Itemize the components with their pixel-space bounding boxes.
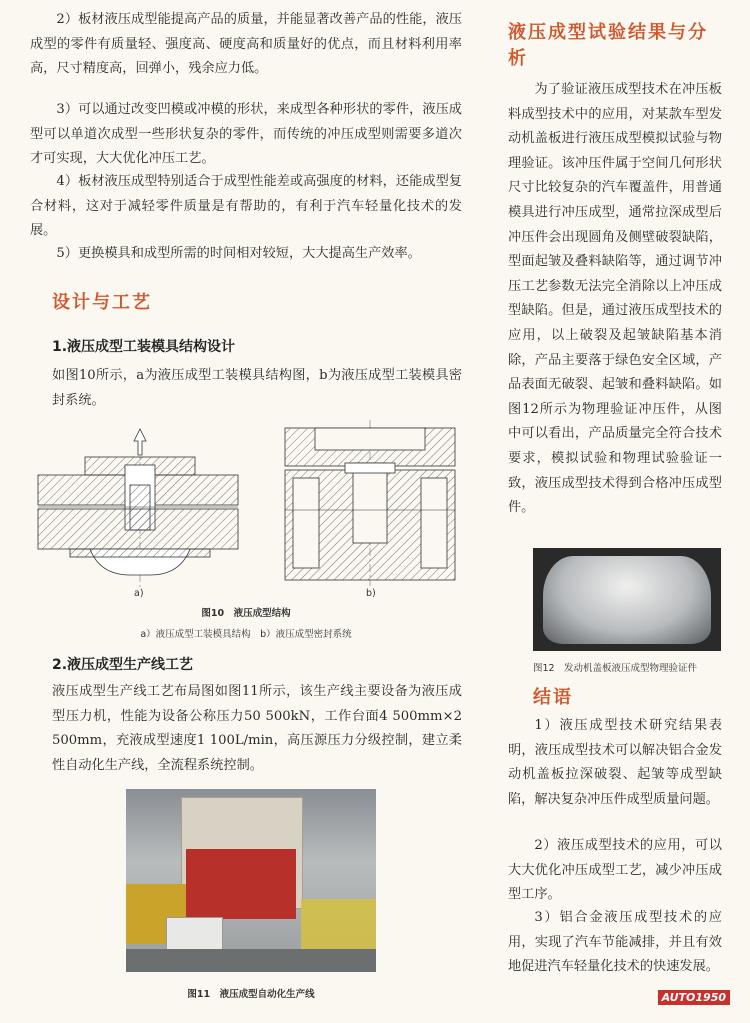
para-3: 3）可以通过改变凹模或冲模的形状，来成型各种形状的零件，液压成型可以单道次成型一些形状复杂的零件，而传统的冲压成型则需要多道次才可实现，大大优化冲压工艺。 xyxy=(30,102,462,167)
mold-structure-diagram xyxy=(30,425,250,595)
fig12-caption: 图12 发动机盖板液压成型物理验证件 xyxy=(532,663,698,674)
subsection-1-text: 如图10所示，a为液压成型工装模具结构图，b为液压成型工装模具密封系统。 xyxy=(52,368,462,408)
section-title-design: 设计与工艺 xyxy=(52,292,152,313)
fig10-label-b: b) xyxy=(366,588,376,599)
section-title-results: 液压成型试验结果与分析 xyxy=(508,22,708,69)
auto1950-logo: AUTO1950 xyxy=(658,990,730,1005)
subsection-1-title: 1.液压成型工装模具结构设计 xyxy=(52,339,236,355)
subsection-2-text: 液压成型生产线工艺布局图如图11所示，该生产线主要设备为液压成型压力机，性能为设备公称压力50 500kN，工作台面4 500mm×2 500mm，充液成型速度1 100L/min，高压源压力分级控制，建立柔性自动化生产线，全流程系统控制。 xyxy=(52,684,462,773)
results-text: 为了验证液压成型技术在冲压板料成型技术中的应用，对某款车型发动机盖板进行液压成型模拟试验与物理验证。该冲压件属于空间几何形状尺寸比较复杂的汽车覆盖件，用普通模具进行冲压成型，通常拉深成型后冲压件会出现圆角及侧壁破裂缺陷，型面起皱及叠料缺陷等，通过调节冲压工艺参数无法完全消除以上冲压成型缺陷。但是，通过液压成型技术的应用，以上破裂及起皱缺陷基本消除，产品主要落于绿色安全区域，产品表面无破裂、起皱和叠料缺陷。如图12所示为物理验证冲压件，从图中可以看出，产品质量完全符合技术要求，模拟试验和物理试验验证一致，液压成型技术得到合格冲压成型件。 xyxy=(508,82,722,516)
para-4: 4）板材液压成型特别适合于成型性能差或高强度的材料，还能成型复合材料，这对于减轻零件质量是有帮助的，有利于汽车轻量化技术的发展。 xyxy=(30,174,462,239)
conclusion-3: 3）铝合金液压成型技术的应用，实现了汽车节能减排，并且有效地促进汽车轻量化技术的快速发展。 xyxy=(508,910,722,975)
conclusion-2: 2）液压成型技术的应用，可以大大优化冲压成型工艺，减少冲压成型工序。 xyxy=(508,838,722,903)
para-5: 5）更换模具和成型所需的时间相对较短，大大提高生产效率。 xyxy=(56,246,421,261)
production-line-photo xyxy=(126,789,376,972)
engine-hood-photo xyxy=(533,548,721,651)
fig10-subcaption: a）液压成型工装模具结构 b）液压成型密封系统 xyxy=(140,629,352,640)
fig11-caption: 图11 液压成型自动化生产线 xyxy=(187,989,315,1000)
conclusion-1: 1）液压成型技术研究结果表明，液压成型技术可以解决铝合金发动机盖板拉深破裂、起皱等成型缺陷，解决复杂冲压件成型质量问题。 xyxy=(508,718,722,807)
subsection-2-title: 2.液压成型生产线工艺 xyxy=(52,657,194,673)
fig10-title: 图10 液压成型结构 xyxy=(201,608,291,619)
seal-system-diagram xyxy=(275,418,465,588)
section-title-conclusion: 结语 xyxy=(533,687,573,708)
fig10-label-a: a) xyxy=(134,588,144,599)
para-2: 2）板材液压成型能提高产品的质量，并能显著改善产品的性能，液压成型的零件有质量轻、强度高、硬度高和质量好的优点，而且材料利用率高，尺寸精度高，回弹小，残余应力低。 xyxy=(30,12,462,77)
